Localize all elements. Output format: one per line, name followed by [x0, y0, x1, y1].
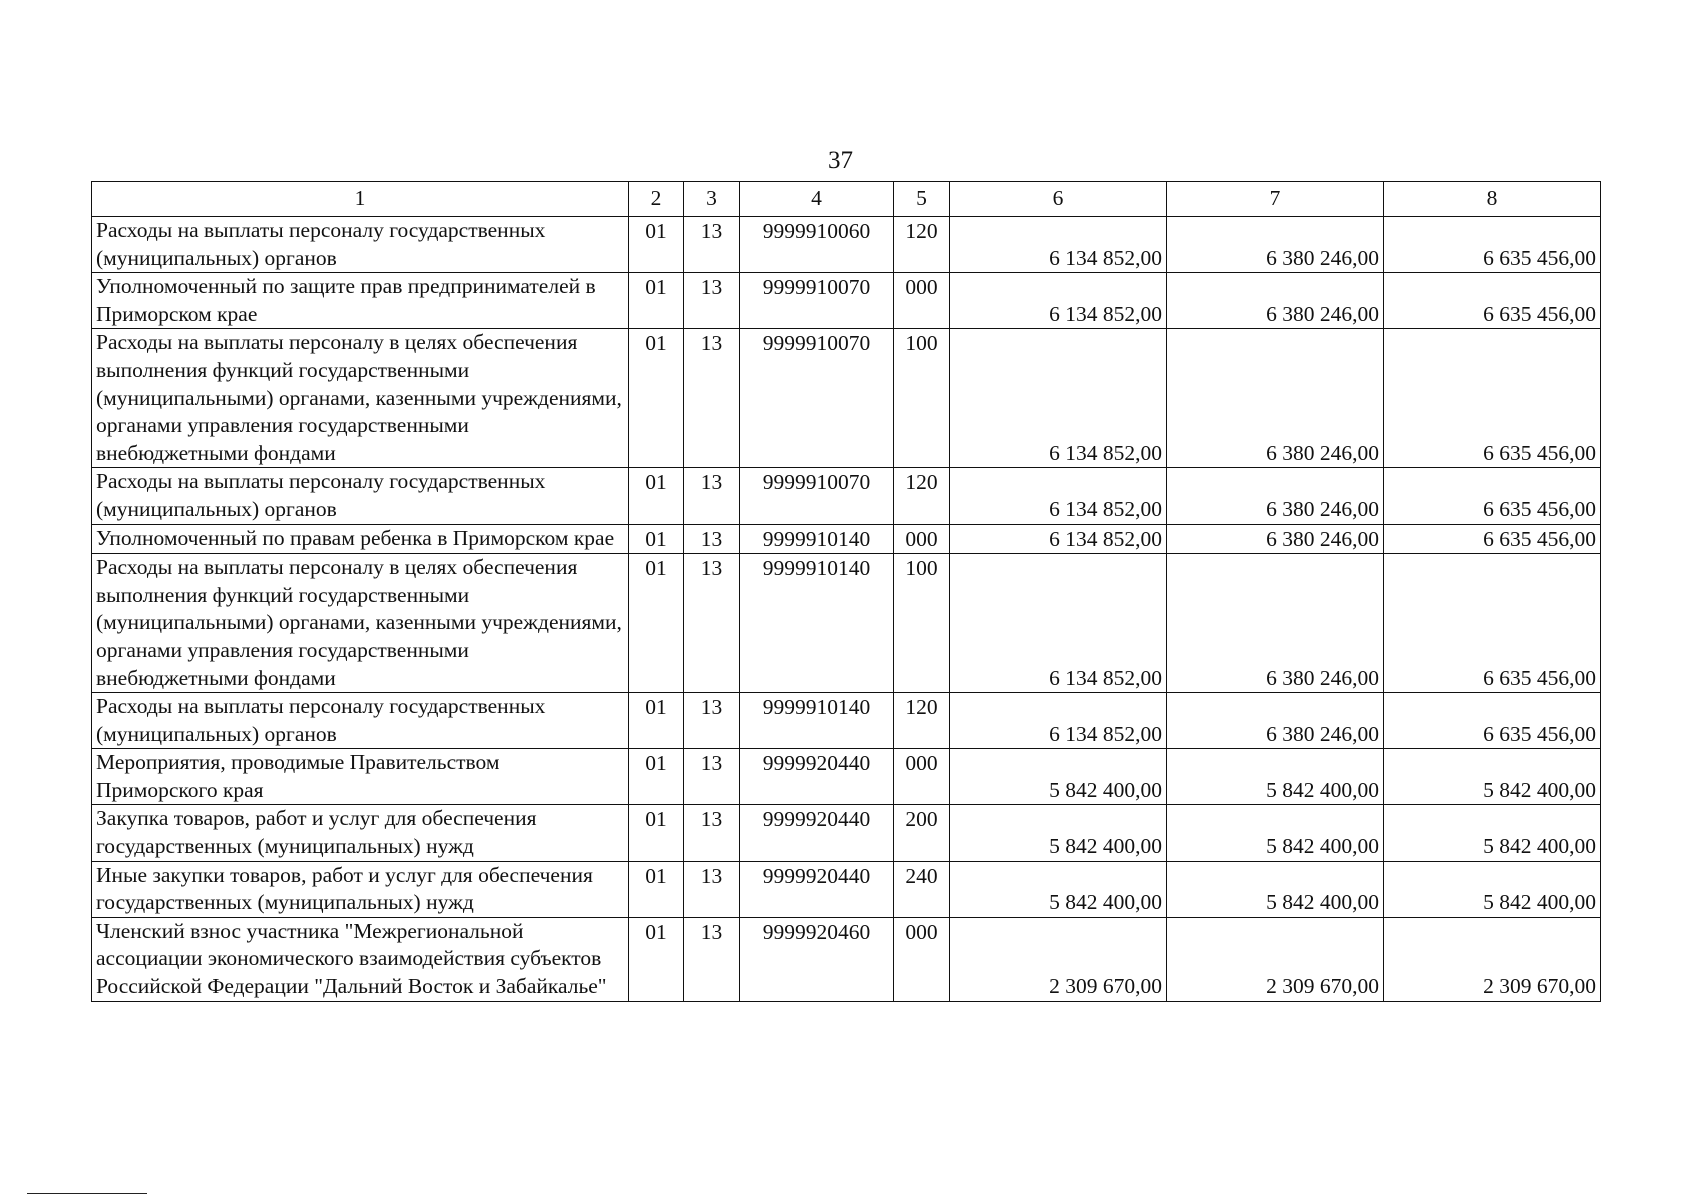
table-row	[92, 468, 1601, 524]
row-section: 01	[629, 861, 684, 917]
row-section: 01	[629, 217, 684, 273]
header-cell-amount-2: 7	[1167, 182, 1384, 217]
row-kind: 000	[894, 524, 950, 554]
row-amount-2: 5 842 400,00	[1167, 861, 1384, 917]
row-target: 9999910070	[740, 329, 894, 468]
table-row	[92, 554, 1601, 693]
row-section: 01	[629, 468, 684, 524]
row-section: 01	[629, 273, 684, 329]
row-section: 01	[629, 554, 684, 693]
row-subsection: 13	[684, 805, 740, 861]
row-name: Членский взнос участника "Межрегиональной ассоциации экономического взаимодействия субъектов Российской Федерации "Дальний Восток и Забайкалье"	[92, 917, 629, 1001]
row-amount-1: 5 842 400,00	[950, 805, 1167, 861]
row-amount-3: 6 635 456,00	[1384, 524, 1601, 554]
row-section: 01	[629, 329, 684, 468]
row-subsection: 13	[684, 861, 740, 917]
row-kind: 120	[894, 468, 950, 524]
row-amount-3: 6 635 456,00	[1384, 554, 1601, 693]
row-amount-1: 6 134 852,00	[950, 693, 1167, 749]
header-cell-kind: 5	[894, 182, 950, 217]
header-cell-amount-3: 8	[1384, 182, 1601, 217]
page-number: 37	[828, 147, 853, 174]
row-amount-1: 6 134 852,00	[950, 524, 1167, 554]
row-target: 9999920440	[740, 749, 894, 805]
row-kind: 000	[894, 917, 950, 1001]
row-name: Уполномоченный по правам ребенка в Приморском крае	[92, 524, 629, 554]
row-target: 9999910140	[740, 554, 894, 693]
row-amount-1: 6 134 852,00	[950, 554, 1167, 693]
row-subsection: 13	[684, 273, 740, 329]
row-amount-2: 6 380 246,00	[1167, 329, 1384, 468]
row-kind: 120	[894, 693, 950, 749]
row-amount-2: 5 842 400,00	[1167, 749, 1384, 805]
row-name: Расходы на выплаты персоналу государственных (муниципальных) органов	[92, 217, 629, 273]
header-cell-section: 2	[629, 182, 684, 217]
row-amount-3: 6 635 456,00	[1384, 693, 1601, 749]
row-subsection: 13	[684, 468, 740, 524]
row-section: 01	[629, 749, 684, 805]
row-name: Расходы на выплаты персоналу государственных (муниципальных) органов	[92, 468, 629, 524]
table-row	[92, 329, 1601, 468]
row-kind: 100	[894, 554, 950, 693]
row-amount-3: 5 842 400,00	[1384, 861, 1601, 917]
row-section: 01	[629, 693, 684, 749]
row-subsection: 13	[684, 749, 740, 805]
row-kind: 200	[894, 805, 950, 861]
row-target: 9999920440	[740, 861, 894, 917]
table-row	[92, 693, 1601, 749]
row-name: Расходы на выплаты персоналу государственных (муниципальных) органов	[92, 693, 629, 749]
row-amount-3: 5 842 400,00	[1384, 749, 1601, 805]
row-amount-2: 6 380 246,00	[1167, 524, 1384, 554]
row-target: 9999920460	[740, 917, 894, 1001]
row-amount-1: 5 842 400,00	[950, 749, 1167, 805]
row-amount-3: 6 635 456,00	[1384, 329, 1601, 468]
row-kind: 100	[894, 329, 950, 468]
table-row	[92, 749, 1601, 805]
row-amount-1: 6 134 852,00	[950, 273, 1167, 329]
row-section: 01	[629, 524, 684, 554]
row-target: 9999910140	[740, 693, 894, 749]
row-kind: 000	[894, 273, 950, 329]
row-amount-1: 2 309 670,00	[950, 917, 1167, 1001]
row-kind: 120	[894, 217, 950, 273]
row-name: Расходы на выплаты персоналу в целях обеспечения выполнения функций государственными (муниципальными) органами, казенными учреждениями, органами управления государственными внебюджетными фондами	[92, 554, 629, 693]
row-amount-2: 6 380 246,00	[1167, 554, 1384, 693]
row-section: 01	[629, 917, 684, 1001]
row-name: Мероприятия, проводимые Правительством Приморского края	[92, 749, 629, 805]
row-amount-2: 5 842 400,00	[1167, 805, 1384, 861]
row-amount-3: 6 635 456,00	[1384, 217, 1601, 273]
row-kind: 000	[894, 749, 950, 805]
row-target: 9999920440	[740, 805, 894, 861]
header-cell-subsection: 3	[684, 182, 740, 217]
row-amount-2: 2 309 670,00	[1167, 917, 1384, 1001]
row-amount-3: 6 635 456,00	[1384, 273, 1601, 329]
row-name: Закупка товаров, работ и услуг для обеспечения государственных (муниципальных) нужд	[92, 805, 629, 861]
row-amount-2: 6 380 246,00	[1167, 217, 1384, 273]
header-cell-name: 1	[92, 182, 629, 217]
row-amount-2: 6 380 246,00	[1167, 693, 1384, 749]
row-subsection: 13	[684, 917, 740, 1001]
row-amount-1: 6 134 852,00	[950, 468, 1167, 524]
row-target: 9999910070	[740, 468, 894, 524]
footnote-separator	[27, 1193, 147, 1194]
row-amount-1: 6 134 852,00	[950, 329, 1167, 468]
budget-table	[91, 181, 1601, 1002]
table-row	[92, 273, 1601, 329]
row-amount-3: 6 635 456,00	[1384, 468, 1601, 524]
table-row	[92, 217, 1601, 273]
row-amount-3: 2 309 670,00	[1384, 917, 1601, 1001]
header-cell-target: 4	[740, 182, 894, 217]
row-name: Уполномоченный по защите прав предпринимателей в Приморском крае	[92, 273, 629, 329]
table-row	[92, 805, 1601, 861]
row-amount-3: 5 842 400,00	[1384, 805, 1601, 861]
row-amount-2: 6 380 246,00	[1167, 468, 1384, 524]
table-row	[92, 524, 1601, 554]
row-amount-1: 6 134 852,00	[950, 217, 1167, 273]
row-subsection: 13	[684, 524, 740, 554]
row-section: 01	[629, 805, 684, 861]
header-row	[92, 182, 1601, 217]
table-row	[92, 917, 1601, 1001]
row-subsection: 13	[684, 217, 740, 273]
header-cell-amount-1: 6	[950, 182, 1167, 217]
row-amount-2: 6 380 246,00	[1167, 273, 1384, 329]
row-amount-1: 5 842 400,00	[950, 861, 1167, 917]
row-target: 9999910060	[740, 217, 894, 273]
row-name: Расходы на выплаты персоналу в целях обеспечения выполнения функций государственными (муниципальными) органами, казенными учреждениями, органами управления государственными внебюджетными фондами	[92, 329, 629, 468]
table-row	[92, 861, 1601, 917]
row-subsection: 13	[684, 693, 740, 749]
row-target: 9999910140	[740, 524, 894, 554]
row-name: Иные закупки товаров, работ и услуг для обеспечения государственных (муниципальных) нужд	[92, 861, 629, 917]
row-subsection: 13	[684, 329, 740, 468]
row-target: 9999910070	[740, 273, 894, 329]
row-kind: 240	[894, 861, 950, 917]
row-subsection: 13	[684, 554, 740, 693]
